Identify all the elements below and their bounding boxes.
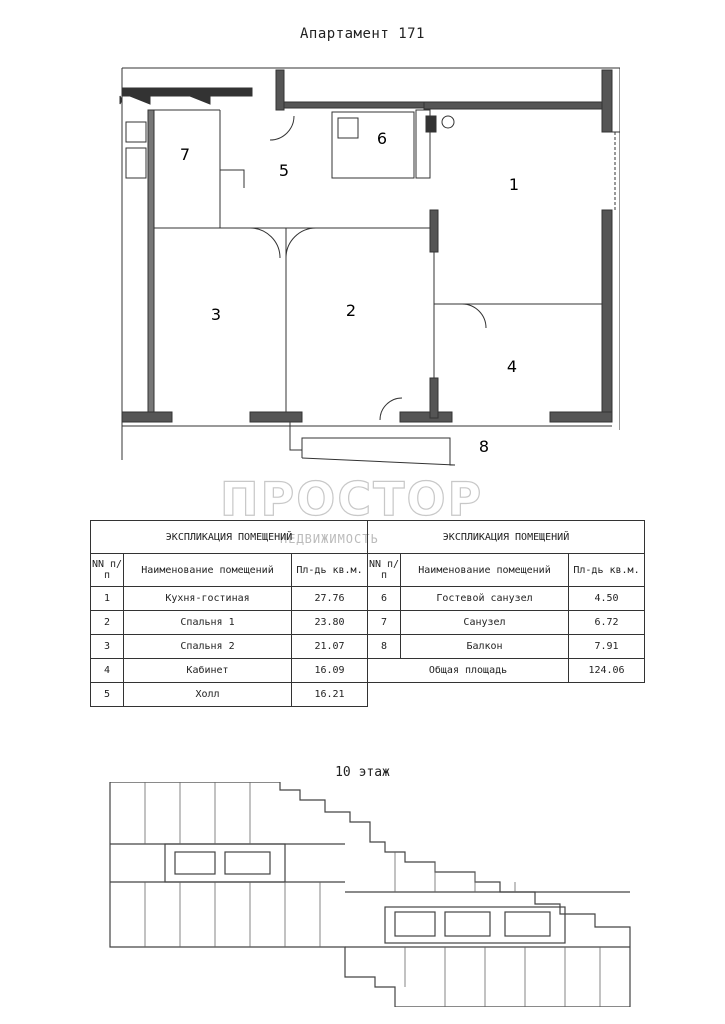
row-area: 4.50	[569, 587, 645, 611]
row-area: 27.76	[292, 587, 368, 611]
room-label-6: 6	[376, 129, 388, 148]
floor-overview-plan	[105, 782, 635, 1007]
room-label-2: 2	[345, 301, 357, 320]
total-area-value: 124.06	[569, 659, 645, 683]
room-label-1: 1	[508, 175, 520, 194]
row-area: 23.80	[292, 611, 368, 635]
row-area: 16.21	[292, 683, 368, 707]
col-header-nn: NN п/п	[368, 554, 401, 587]
row-nn: 6	[368, 587, 401, 611]
row-nn: 7	[368, 611, 401, 635]
row-nn: 5	[91, 683, 124, 707]
col-header-name: Наименование помещений	[401, 554, 569, 587]
row-name: Гостевой санузел	[401, 587, 569, 611]
row-area: 6.72	[569, 611, 645, 635]
row-nn: 8	[368, 635, 401, 659]
explication-table	[90, 520, 645, 707]
row-area: 16.09	[292, 659, 368, 683]
floor-title: 10 этаж	[335, 765, 390, 780]
room-label-3: 3	[210, 305, 222, 324]
watermark-subtitle: НЕДВИЖИМОСТЬ	[280, 532, 379, 546]
table-row	[91, 635, 645, 659]
table-heading-right: ЭКСПЛИКАЦИЯ ПОМЕЩЕНИЙ	[368, 521, 645, 554]
col-header-area: Пл-дь кв.м.	[292, 554, 368, 587]
table-row	[91, 659, 645, 683]
row-name: Балкон	[401, 635, 569, 659]
col-header-name: Наименование помещений	[124, 554, 292, 587]
row-name: Холл	[124, 683, 292, 707]
room-label-8: 8	[478, 437, 490, 456]
table-row	[91, 683, 645, 707]
table-row	[91, 611, 645, 635]
apartment-floor-plan	[110, 60, 620, 480]
row-name: Спальня 2	[124, 635, 292, 659]
table-heading-left: ЭКСПЛИКАЦИЯ ПОМЕЩЕНИЙ	[91, 521, 368, 554]
row-nn: 4	[91, 659, 124, 683]
row-name: Кухня-гостиная	[124, 587, 292, 611]
row-name: Спальня 1	[124, 611, 292, 635]
row-name: Кабинет	[124, 659, 292, 683]
total-area-label: Общая площадь	[368, 659, 569, 683]
col-header-area: Пл-дь кв.м.	[569, 554, 645, 587]
row-nn: 3	[91, 635, 124, 659]
row-area: 21.07	[292, 635, 368, 659]
apartment-title: Апартамент 171	[299, 26, 425, 42]
room-label-5: 5	[278, 161, 290, 180]
watermark-brand: ПРОСТОР	[220, 472, 484, 526]
row-name: Санузел	[401, 611, 569, 635]
row-area: 7.91	[569, 635, 645, 659]
room-label-7: 7	[179, 145, 191, 164]
col-header-nn: NN п/п	[91, 554, 124, 587]
table-row	[91, 587, 645, 611]
room-label-4: 4	[506, 357, 518, 376]
row-nn: 2	[91, 611, 124, 635]
row-nn: 1	[91, 587, 124, 611]
